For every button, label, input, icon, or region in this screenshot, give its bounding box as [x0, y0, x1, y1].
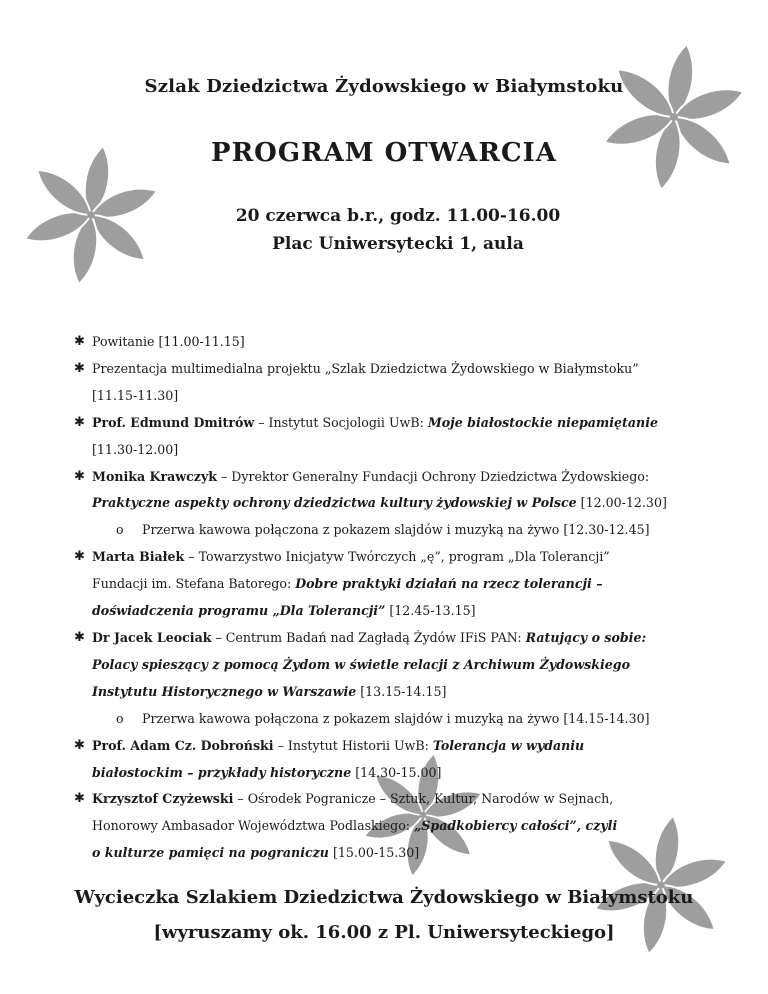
speaker-affiliation: – Instytut Socjologii UwB:: [254, 414, 428, 430]
agenda-item: [74, 410, 714, 464]
asterisk-icon: ✱: [74, 414, 85, 430]
talk-title-cont: doświadczenia programu „Dla Tolerancji”: [92, 603, 386, 619]
speaker-affiliation: – Instytut Historii UwB:: [273, 737, 433, 753]
excursion-info: [wyruszamy ok. 16.00 z Pl. Uniwersyteckiego]: [153, 922, 615, 943]
talk-title: Ratujący o sobie:: [525, 629, 647, 645]
flower-center: [670, 113, 678, 121]
break-text: Przerwa kawowa połączona z pokazem slajdów i muzyką na żywo [12.30-12.45]: [142, 522, 650, 538]
asterisk-icon: ✱: [74, 629, 85, 645]
agenda-list: [74, 329, 714, 867]
agenda-item: [74, 786, 714, 867]
talk-title-cont: Polacy spieszący z pomocą Żydom w świetle relacji z Archiwum Żydowskiego: [92, 656, 630, 672]
speaker-affiliation-cont: Fundacji im. Stefana Batorego:: [92, 576, 296, 592]
coffee-break: [74, 517, 714, 544]
talk-title-cont: białostockim – przykłady historyczne: [92, 764, 352, 780]
item-time: [13.15-14.15]: [356, 683, 447, 699]
speaker-name: Dr Jacek Leociak: [92, 629, 212, 645]
asterisk-icon: ✱: [74, 468, 85, 484]
talk-title: Moje białostockie niepamiętanie: [427, 414, 658, 430]
speaker-affiliation: – Ośrodek Pogranicze – Sztuk, Kultur, Narodów w Sejnach,: [233, 791, 614, 807]
speaker-name: Prof. Adam Cz. Dobroński: [92, 737, 274, 753]
talk-title: Dobre praktyki działań na rzecz tolerancji –: [295, 576, 603, 592]
page-title: PROGRAM OTWARCIA: [211, 138, 557, 168]
talk-title: Tolerancja w wydaniu: [432, 737, 585, 753]
agenda-item: [74, 356, 714, 410]
item-time: [12.45-13.15]: [385, 603, 476, 619]
talk-title-cont: Instytutu Historycznego w Warszawie: [92, 683, 357, 699]
talk-title: Praktyczne aspekty ochrony dziedzictwa kultury żydowskiej w Polsce: [92, 495, 577, 511]
speaker-name: Prof. Edmund Dmitrów: [92, 414, 255, 430]
item-time: [12.00-12.30]: [576, 495, 667, 511]
event-date: 20 czerwca b.r., godz. 11.00-16.00: [235, 206, 561, 226]
series-title: Szlak Dziedzictwa Żydowskiego w Białymstoku: [144, 76, 624, 97]
item-text: Powitanie [11.00-11.15]: [92, 334, 245, 349]
speaker-affiliation: – Towarzystwo Inicjatyw Twórczych „ę”, program „Dla Tolerancji”: [184, 549, 610, 565]
circle-bullet-icon: o: [116, 522, 124, 538]
item-time: [11.15-11.30]: [92, 387, 179, 403]
speaker-name: Krzysztof Czyżewski: [92, 791, 234, 807]
asterisk-icon: ✱: [74, 791, 85, 807]
item-time: [15.00-15.30]: [328, 845, 420, 861]
agenda-item: [74, 329, 714, 356]
item-text: Prezentacja multimedialna projektu „Szlak Dziedzictwa Żydowskiego w Białymstoku”: [92, 360, 639, 376]
coffee-break: [74, 706, 714, 733]
agenda-item: [74, 733, 714, 787]
agenda-item: [74, 464, 714, 518]
excursion-title: Wycieczka Szlakiem Dziedzictwa Żydowskiego w Białymstoku: [74, 887, 694, 908]
break-text: Przerwa kawowa połączona z pokazem slajdów i muzyką na żywo [14.15-14.30]: [142, 710, 650, 726]
speaker-name: Monika Krawczyk: [92, 468, 217, 484]
asterisk-icon: ✱: [74, 334, 85, 349]
item-time: [11.30-12.00]: [92, 441, 179, 457]
asterisk-icon: ✱: [74, 737, 85, 753]
talk-title-cont: o kulturze pamięci na pograniczu: [92, 845, 329, 861]
event-place: Plac Uniwersytecki 1, aula: [272, 234, 524, 254]
asterisk-icon: ✱: [74, 549, 85, 565]
agenda-item: [74, 625, 714, 706]
talk-title: „Spadkobiercy całości”, czyli: [414, 818, 618, 834]
flower-icon-top-right: [597, 40, 751, 194]
asterisk-icon: ✱: [74, 360, 85, 376]
speaker-affiliation: – Dyrektor Generalny Fundacji Ochrony Dziedzictwa Żydowskiego:: [217, 468, 650, 484]
circle-bullet-icon: o: [116, 710, 124, 726]
speaker-affiliation-cont: Honorowy Ambasador Województwa Podlaskiego:: [92, 818, 415, 834]
speaker-affiliation: – Centrum Badań nad Zagładą Żydów IFiS PAN:: [211, 629, 526, 645]
agenda-item: [74, 544, 714, 625]
item-time: [14.30-15.00]: [351, 764, 442, 780]
speaker-name: Marta Białek: [92, 549, 185, 565]
